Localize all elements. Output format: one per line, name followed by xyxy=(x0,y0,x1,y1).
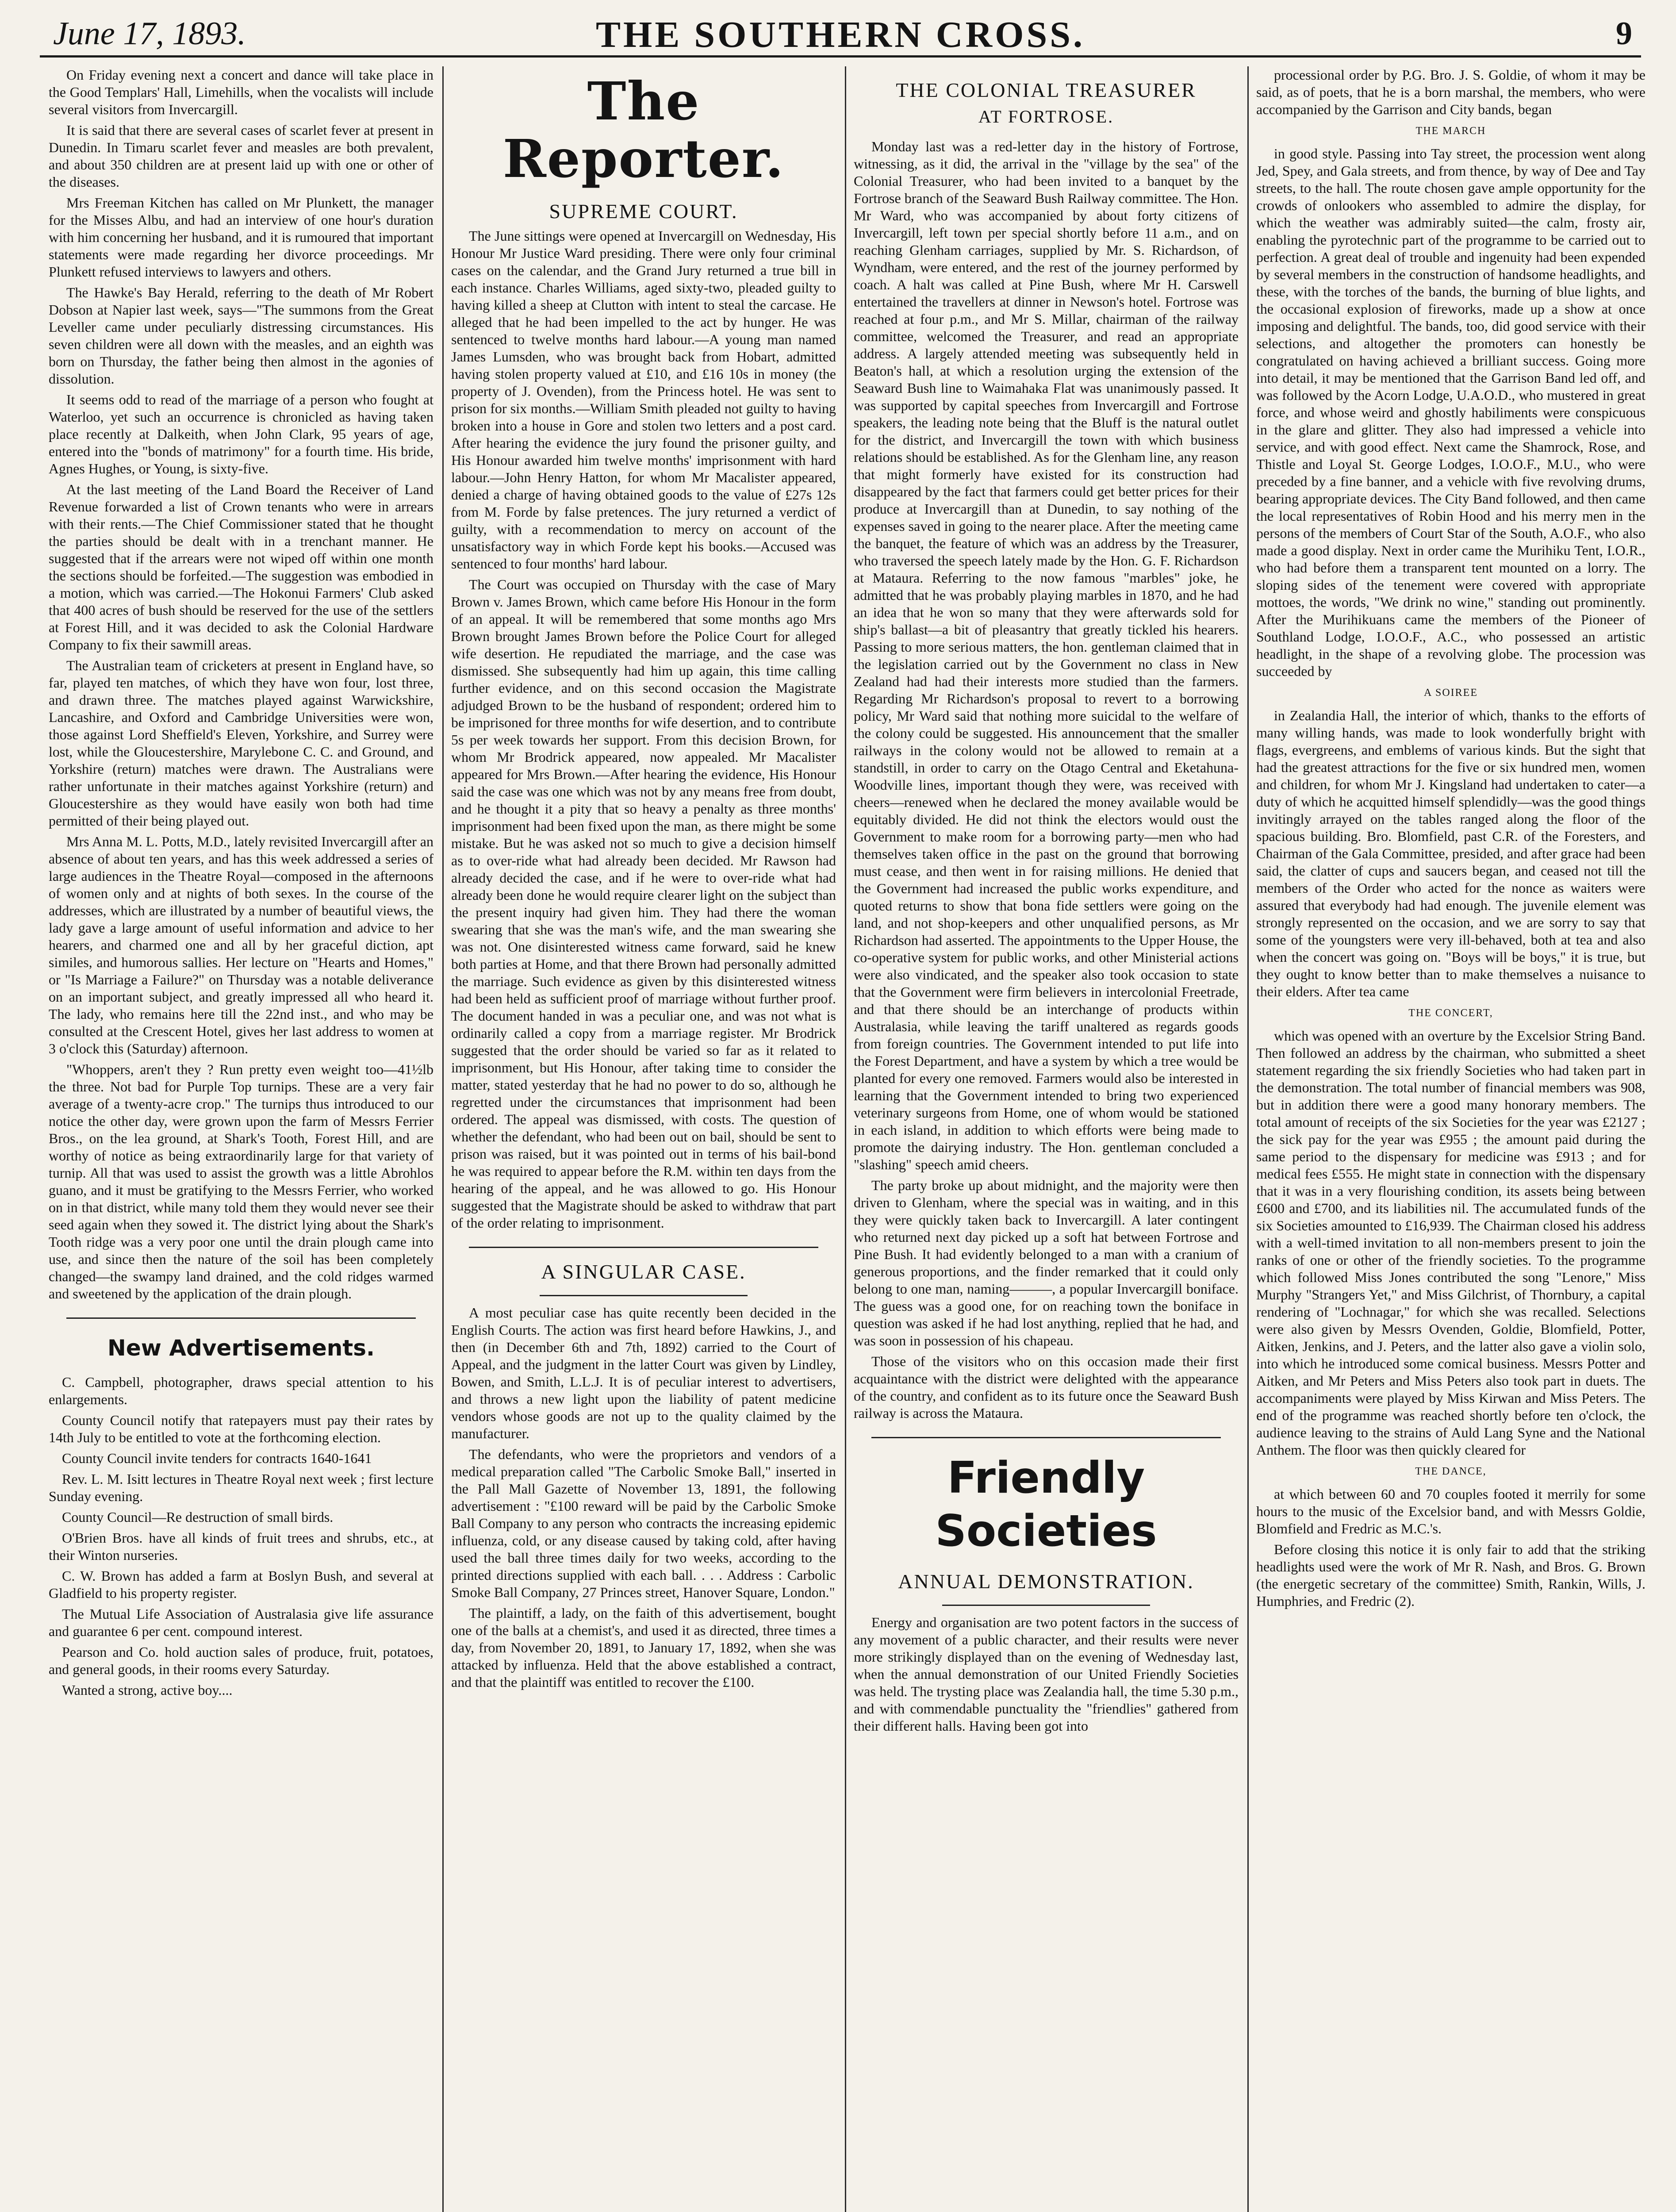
advertisement-item: The Mutual Life Association of Australasia give life assurance and guarantee 6 per cent. compound interest. xyxy=(49,1606,433,1639)
column-2 xyxy=(451,66,836,2212)
news-paragraph: in Zealandia Hall, the interior of which, thanks to the efforts of many willing hands, was made to look wonderfully bright with flags, evergreens, and emblems of various kinds. But the sight that had the greatest attractions for the five or six hundred men, women and children, for whom Mr J. Kingsland had undertaken to cater—a duty of which he acquitted himself splendidly—was the good things invitingly arrayed on the tables ranged along the floor of the spacious building. Bro. Blomfield, past C.R. of the Foresters, and Chairman of the Gala Committee, presided, and after grace had been said, the clatter of cups and saucers began, and ceased not till the members of the Order who acted for the nonce as waiters were assured that everybody had had enough. The juvenile element was strongly represented on the occasion, and we are sorry to say that some of the youngsters were very ill-behaved, both at tea and also when the concert was going on. "Boys will be boys," it is true, but they ought to know better than to make themselves a nuisance to their elders. After tea came xyxy=(1256,707,1645,999)
page-number: 9 xyxy=(1616,15,1632,52)
fortrose-subheading: AT FORTROSE. xyxy=(978,107,1114,127)
advertisement-item: C. W. Brown has added a farm at Boslyn Bush, and several at Gladfield to his property register. xyxy=(49,1568,433,1601)
newspaper-title: THE SOUTHERN CROSS. xyxy=(596,14,1085,55)
colonial-treasurer-heading: THE COLONIAL TREASURER xyxy=(896,79,1197,101)
news-paragraph: Those of the visitors who on this occasion made their first acquaintance with the district were delighted with the appearance of the country, and confident as to its future once the Seaward Bush railway is across the Mataura. xyxy=(854,1353,1239,1421)
section-divider xyxy=(469,1247,818,1248)
news-paragraph: The Australian team of cricketers at present in England have, so far, played ten matches, of which they have won four, lost three, and drawn three. The matches played against Warwickshire, Lancashire, and Oxford and Cambridge Universities were won, those against Lord Sheffield's Eleven, Yorkshire, and Surrey were lost, while the Gloucestershire, Marylebone C. C. and Ground, and Yorkshire (return) matches were drawn. The Australians were rather unfortunate in their matches against Yorkshire (return) and Gloucestershire as they would have easily won both had time permitted of their being played out. xyxy=(49,657,433,829)
annual-demonstration-heading: ANNUAL DEMONSTRATION. xyxy=(898,1570,1194,1593)
singular-case-heading: A SINGULAR CASE. xyxy=(541,1260,746,1283)
advertisement-item: O'Brien Bros. have all kinds of fruit trees and shrubs, etc., at their Winton nurseries. xyxy=(49,1530,433,1563)
march-subheading: THE MARCH xyxy=(1415,125,1486,137)
column-4 xyxy=(1256,66,1645,2212)
news-paragraph: The Hawke's Bay Herald, referring to the death of Mr Robert Dobson at Napier last week, says—"The summons from the Great Leveller came under peculiarly distressing circumstances. His seven children were all down with the measles, and an eighth was born on Thursday, the father being then almost in the agonies of dissolution. xyxy=(49,284,433,387)
news-paragraph: It is said that there are several cases of scarlet fever at present in Dunedin. In Timaru scarlet fever and measles are both prevalent, and about 350 children are at present laid up with one or other of the diseases. xyxy=(49,122,433,190)
news-paragraph: "Whoppers, aren't they ? Run pretty even weight too—41½lb the three. Not bad for Purple Top turnips. These are a very fair average of a twenty-acre crop." The turnips thus introduced to our notice the other day, were grown upon the farm of Messrs Ferrier Bros., on the lea ground, at Shark's Tooth, Forest Hill, and are worthy of notice as being extraordinarily large for that variety of turnip. All that was used to assist the growth was a little Abrohlos guano, and it must be gratifying to the Messrs Ferrier, who worked on in that district, while many told them they would never see their seed again when they sowed it. The district lying about the Shark's Tooth ridge was a very poor one until the drain plough came into use, and since then the nature of the soil has been completely changed—the swampy land drained, and the cold ridges warmed and sweetened by the application of the drain plough. xyxy=(49,1061,433,1302)
column-rule xyxy=(1247,66,1249,2212)
dance-subheading: THE DANCE, xyxy=(1415,1466,1487,1477)
news-paragraph: processional order by P.G. Bro. J. S. Goldie, of whom it may be said, as of poets, that he is a born marshal, the members, who were accompanied by the Garrison and City bands, began xyxy=(1256,67,1645,117)
news-paragraph: A most peculiar case has quite recently been decided in the English Courts. The action was first heard before Hawkins, J., and then (in December 6th and 7th, 1892) carried to the Court of Appeal, and the judgment in the latter Court was given by Lindley, Bowen, and Smith, L.L.J. It is of peculiar interest to advertisers, and throws a new light upon the liability of patent medicine vendors whose goods are not up to the quality claimed by the manufacturer. xyxy=(451,1305,836,1441)
news-paragraph: The defendants, who were the proprietors and vendors of a medical preparation called "The Carbolic Smoke Ball," inserted in the Pall Mall Gazette of November 13, 1891, the following advertisement : "£100 reward will be paid by the Carbolic Smoke Ball Company to any person who contracts the increasing epidemic influenza, cold, or any disease caused by taking cold, after having used the ball three times daily for two weeks, according to the printed directions supplied with each ball. . . . Address : Carbolic Smoke Ball Company, 27 Princes street, Hanover Square, London." xyxy=(451,1446,836,1600)
column-rule xyxy=(442,66,444,2212)
advertisement-item: County Council—Re destruction of small birds. xyxy=(62,1509,334,1525)
reporter-masthead: The Reporter. xyxy=(502,70,785,189)
advertisement-item: County Council notify that ratepayers must pay their rates by 14th July to be entitled to vote at the forthcoming election. xyxy=(49,1412,433,1445)
advertisement-item: Pearson and Co. hold auction sales of produce, fruit, potatoes, and general goods, in their rooms every Saturday. xyxy=(49,1644,433,1677)
issue-date: June 17, 1893. xyxy=(53,15,246,52)
news-paragraph: Before closing this notice it is only fair to add that the striking headlights used were the work of Mr R. Nash, and Bros. G. Brown (the energetic secretary of the committee) Smith, Rankin, Wills, J. Humphries, and Fredric (2). xyxy=(1256,1541,1645,1609)
news-paragraph: The June sittings were opened at Invercargill on Wednesday, His Honour Mr Justice Ward presiding. There were only four criminal cases on the calendar, and the Grand Jury returned a true bill in each instance. Charles Williams, aged sixty-two, pleaded guilty to having killed a sheep at Clutton with intent to steal the carcase. He alleged that he had been impelled to the act by hunger. He was sentenced to twelve months hard labour.—A young man named James Lumsden, who was brought back from Hobart, admitted having stolen property valued at £10, and £16 10s in money (the property of J. Ovenden), from the Princess hotel. He was sent to prison for six months.—William Smith pleaded not guilty to having broken into a house in Gore and stolen two letters and a post card. After hearing the evidence the jury found the prisoner guilty, and His Honour awarded him twelve months' imprisonment with hard labour.—John Henry Hatton, for whom Mr Macalister appeared, denied a charge of having obtained goods to the value of £27s 12s from M. Forde by false pretences. The jury returned a verdict of guilty, with a recommendation to mercy on account of the unsatisfactory way in which Forde kept his books.—Accused was sentenced to four months' hard labour. xyxy=(451,228,836,572)
section-divider xyxy=(871,1437,1221,1438)
news-paragraph: At the last meeting of the Land Board the Receiver of Land Revenue forwarded a list of Crown tenants who were in arrears with their rents.—The Chief Commissioner stated that he thought the parties should be dealt with in a trenchant manner. He suggested that if the arrears were not wiped off within one month the sections should be forfeited.—The suggestion was embodied in a motion, which was carried.—The Hokonui Farmers' Club asked that 400 acres of bush should be reserved for the use of the settlers at Forest Hill, and it was decided to ask the Colonial Hardware Company to fix their sawmill areas. xyxy=(49,481,433,653)
column-1 xyxy=(49,66,433,2212)
news-paragraph: Mrs Freeman Kitchen has called on Mr Plunkett, the manager for the Misses Albu, and had an interview of one hour's duration with him concerning her husband, and it is rumoured that important statements were made regarding her divorce proceedings. Mr Plunkett refused interviews to lawyers and others. xyxy=(49,195,433,280)
page-header xyxy=(40,13,1641,58)
concert-subheading: THE CONCERT, xyxy=(1408,1007,1493,1019)
advertisement-item: Wanted a strong, active boy.... xyxy=(62,1682,233,1698)
new-advertisements-heading: New Advertisements. xyxy=(107,1335,375,1361)
column-3 xyxy=(854,66,1239,2212)
news-paragraph: The Court was occupied on Thursday with the case of Mary Brown v. James Brown, which came before His Honour in the form of an appeal. It will be remembered that some months ago Mrs Brown brought James Brown before the Police Court for alleged wife desertion. He repudiated the marriage, and the case was dismissed. She subsequently had him up again, this time calling further evidence, and on this second occasion the Magistrate adjudged Brown to be the husband of respondent; ordered him to be imprisoned for three months for wife desertion, and to contribute 5s per week towards her support. From this decision Brown, for whom Mr Brodrick appeared, now appealed. Mr Macalister appeared for Mrs Brown.—After hearing the evidence, His Honour said the case was one which was not by any means free from doubt, and he thought it a pity that so heavy a penalty as three months' imprisonment had been fixed upon the man, as there might be some mistake. But he was asked not so much to give a decision himself as to over-ride what had already been decided. Mr Rawson had already decided the case, and if he were to over-ride what had already been done he would require clearer light on the subject than the present inquiry had given him. They had there the woman swearing that she was the man's wife, and the man swearing she was not. One disinterested witness came forward, said he knew both parties at Home, and that there Brown had personally admitted the marriage. Such evidence as given by this disinterested witness had been held as sufficient proof of marriage without further proof. The document handed in was a peculiar one, and was not what is ordinarily called a copy from a marriage register. Mr Brodrick suggested that the order should be varied so far as it related to imprisonment, but His Honour, after taking time to consider the matter, stated yesterday that he had no power to do so, although he regretted under the circumstances that imprisonment had been ordered. The appeal was dismissed, with costs. The question of whether the defendant, who had been out on bail, should be sent to prison was raised, but it was pointed out in terms of his bail-bond he was required to appear before the R.M. within ten days from the hearing of the appeal, and he was allowed to go. His Honour suggested that the Magistrate should be asked to withdraw that part of the order relating to imprisonment. xyxy=(451,576,836,1231)
news-paragraph: The party broke up about midnight, and the majority were then driven to Glenham, where the special was in waiting, and in this they were quickly taken back to Invercargill. A later contingent who returned next day picked up a soft hat between Fortrose and Pine Bush. It had evidently belonged to a man with a cranium of generous proportions, and the finder remarked that it could only belong to one man, naming———, a popular Invercargill boniface. The guess was a good one, for on reaching town the boniface in question was asked if he had lost anything, replied that he had, and was soon in possession of his chapeau. xyxy=(854,1177,1239,1348)
news-paragraph: which was opened with an overture by the Excelsior String Band. Then followed an address by the chairman, who submitted a sheet statement regarding the six friendly Societies who had taken part in the demonstration. The total number of financial members was 908, but in addition there were a good many honorary members. The total amount of receipts of the six Societies for the year was £2127 ; the sick pay for the year was £955 ; the amount paid during the same period to the dispensary for medicine was £913 ; and for medical fees £555. He might state in connection with the dispensary that it was in a very flourishing condition, its assets being between £600 and £700, and its liabilities nil. The accumulated funds of the six Societies amounted to £16,939. The Chairman closed his address with a well-timed invitation to all non-members present to join the ranks of one or other of the friendly societies. To the programme which followed Miss Jones contributed the song "Lenore," Miss Murphy "Strangers Yet," and Miss Gilchrist, of Thornbury, a capital rendering of "Lochnagar," for which she was recalled. Selections were also given by Messrs Ovenden, Goldie, Blomfield, Potter, Aitken, Jenkins, and J. Peters, and the latter also gave a violin solo, into which he introduced some comical business. Messrs Potter and Aitken, and Mr Peters and Miss Peters also took part in duets. The accompaniments were played by Miss Kirwan and Miss Peters. The end of the programme was reached shortly before ten o'clock, the audience leaving to the strains of Auld Lang Syne and the National Anthem. The floor was then quickly cleared for xyxy=(1256,1028,1645,1458)
news-paragraph: in good style. Passing into Tay street, the procession went along Jed, Spey, and Gala streets, and from thence, by way of Dee and Tay streets, to the hall. The route chosen gave ample opportunity for the crowds of onlookers who assembled to admire the display, for which the weather was admirably suited—the calm, frosty air, enabling the pyrotechnic part of the programme to be carried out to perfection. A great deal of trouble and ingenuity had been expended by several members in the construction of handsome headlights, and these, with the torches of the bands, the burning of blue lights, and the occasional explosion of fireworks, made up a show at once imposing and delightful. The bands, too, did good service with their selections, and altogether the promoters can honestly be congratulated on having achieved a brilliant success. Going more into detail, it may be mentioned that the Garrison Band led off, and was followed by the Acorn Lodge, U.A.O.D., who mustered in great force, and whose weird and ghostly habiliments were conspicuous in the glare and glitter. They also had impressed a vehicle into service, and with good effect. Next came the Shamrock, Rose, and Thistle and Loyal St. George Lodges, I.O.O.F., M.U., who were preceded by a fine banner, and a vehicle with five revolving drums, bearing appropriate devices. The City Band followed, and then came the local representatives of Robin Hood and his merry men in the persons of the members of Court Star of the South, A.O.F., who also made a good display. Next in order came the Murihiku Tent, I.O.R., who had before them a transparent tent mounted on a lorry. The sloping sides of the tenement were covered with appropriate mottoes, the words, "We drink no wine," standing out prominently. After the Murihikuans came the members of the Pioneer of Southland Lodge, I.O.O.F., A.C., who possessed an artistic headlight, in the shape of a revolving globe. The procession was succeeded by xyxy=(1256,146,1645,679)
advertisement-item: Rev. L. M. Isitt lectures in Theatre Royal next week ; first lecture Sunday evening. xyxy=(49,1471,433,1504)
supreme-court-heading: SUPREME COURT. xyxy=(549,200,738,223)
news-paragraph: On Friday evening next a concert and dance will take place in the Good Templars' Hall, Limehills, when the vocalists will include several visitors from Invercargill. xyxy=(49,67,433,117)
advertisement-item: C. Campbell, photographer, draws special attention to his enlargements. xyxy=(49,1374,433,1407)
news-paragraph: It seems odd to read of the marriage of a person who fought at Waterloo, yet such an occurrence is chronicled as having taken place recently at Dalkeith, when John Clark, 95 years of age, entered into the "bonds of matrimony" for a fourth time. His bride, Agnes Hughes, or Young, is sixty-five. xyxy=(49,392,433,476)
friendly-societies-heading: Friendly Societies xyxy=(935,1453,1157,1556)
advertisement-item: County Council invite tenders for contracts 1640-1641 xyxy=(62,1450,372,1466)
section-divider xyxy=(66,1317,416,1319)
section-divider xyxy=(942,1605,1150,1606)
news-paragraph: Energy and organisation are two potent factors in the success of any movement of a public character, and their results were never more strikingly displayed than on the evening of Wednesday last, when the annual demonstration of our United Friendly Societies was held. The trysting place was Zealandia hall, the time 5.30 p.m., and with commendable punctuality the "friendlies" gathered from their different halls. Having been got into xyxy=(854,1614,1239,1734)
soiree-subheading: A SOIREE xyxy=(1423,687,1478,699)
news-paragraph: The plaintiff, a lady, on the faith of this advertisement, bought one of the balls at a chemist's, and used it as directed, three times a day, from November 20, 1891, to January 17, 1892, when she was attacked by influenza. Held that the above established a contract, and that the plaintiff was entitled to recover the £100. xyxy=(451,1605,836,1690)
news-paragraph: Mrs Anna M. L. Potts, M.D., lately revisited Invercargill after an absence of about ten years, and has this week addressed a series of large audiences in the Theatre Royal—composed in the afternoons of women only and at nights of both sexes. In the course of the addresses, which are illustrated by a number of beautiful views, the lady gave a large amount of useful information and advice to her hearers, and charmed one and all by her graceful diction, apt similes, and humorous sallies. Her lecture on "Hearts and Homes," or "Is Marriage a Failure?" on Thursday was a notable deliverance on an important subject, and greatly impressed all who heard it. The lady, who remains here till the 22nd inst., and who may be consulted at the Crescent Hotel, gives her last address to women at 3 o'clock this (Saturday) afternoon. xyxy=(49,833,433,1056)
news-paragraph: Monday last was a red-letter day in the history of Fortrose, witnessing, as it did, the arrival in the "village by the sea" of the Colonial Treasurer, who had been invited to a banquet by the Fortrose branch of the Seaward Bush Railway committee. The Hon. Mr Ward, who was accompanied by about forty citizens of Invercargill, left town per special shortly before 11 a.m., and on reaching Glenham carriages, supplied by Mr. S. Richardson, of Wyndham, were entered, and the rest of the journey performed by coach. A halt was called at Pine Bush, where Mr H. Carswell entertained the travellers at dinner in Newson's hotel. Fortrose was reached at four p.m., and Mr S. Millar, chairman of the railway committee, welcomed the Treasurer, and read an appropriate address. A largely attended meeting was subsequently held in Beaton's hall, at which a resolution urging the extension of the Seaward Bush line to Waimahaka Flat was unanimously passed. It was supported by capital speeches from Invercargill and Fortrose speakers, the leading note being that the Bluff is the natural outlet for the district, and Invercargill the town with which business relations should be established. As for the Glenham line, any reason that might formerly have existed for its construction had disappeared by the fact that farmers could get better prices for their produce at Invercargill than at Dunedin, to say nothing of the expenses saved in going to the nearer place. After the meeting came the banquet, the feature of which was an address by the Treasurer, who traversed the speech lately made by the Hon. G. F. Richardson at Mataura. Referring to the now famous "marbles" joke, he admitted that he was probably playing marbles in 1870, and he had an idea that he won so many that they were afterwards sold for ship's ballast—a bit of pleasantry that greatly tickled his hearers. Passing to more serious matters, the hon. gentleman claimed that in the legislation carried out by the Government no class in New Zealand had had their interests more studied than the farmers. Regarding Mr Richardson's proposal to revert to a borrowing policy, Mr Ward said that nothing more suicidal to the welfare of the colony could be suggested. His announcement that the smaller railways in the colony would not be allowed to remain at a standstill, in order to carry on the Otago Central and Eketahuna-Woodville lines, important though they were, was received with cheers—renewed when he declared the money available would be equitably divided. He did not think the electors would oust the Government to make room for a borrowing party—men who had themselves taken office in the past on the ground that borrowing must cease, and then went in for raising millions. He denied that the Government had increased the public works expenditure, and quoted returns to show that bona fide settlers were going on the land, and not shop-keepers and other unqualified persons, as Mr Richardson had asserted. The appointments to the Upper House, the co-operative system for public works, and other Ministerial actions were also vindicated, and the speaker also took occasion to state that the Government were firm believers in intercolonial Freetrade, and that there should be an interchange of products within Australasia, while leaving the tariff unaltered as regards goods from foreign countries. The Government intended to put life into the Forest Department, and have a system by which a tree would be planted for every one removed. Farmers would also be interested in learning that the Government intended to bring two experienced veterinary surgeons from Home, one of whom would be stationed in each island, in addition to which efforts were being made to promote the dairying industry. The Hon. gentleman concluded a "slashing" speech amid cheers. xyxy=(854,138,1239,1172)
section-divider xyxy=(540,1295,748,1296)
news-paragraph: at which between 60 and 70 couples footed it merrily for some hours to the music of the Excelsior band, and with Messrs Goldie, Blomfield and Fredric as M.C.'s. xyxy=(1256,1486,1645,1536)
column-rule xyxy=(845,66,846,2212)
